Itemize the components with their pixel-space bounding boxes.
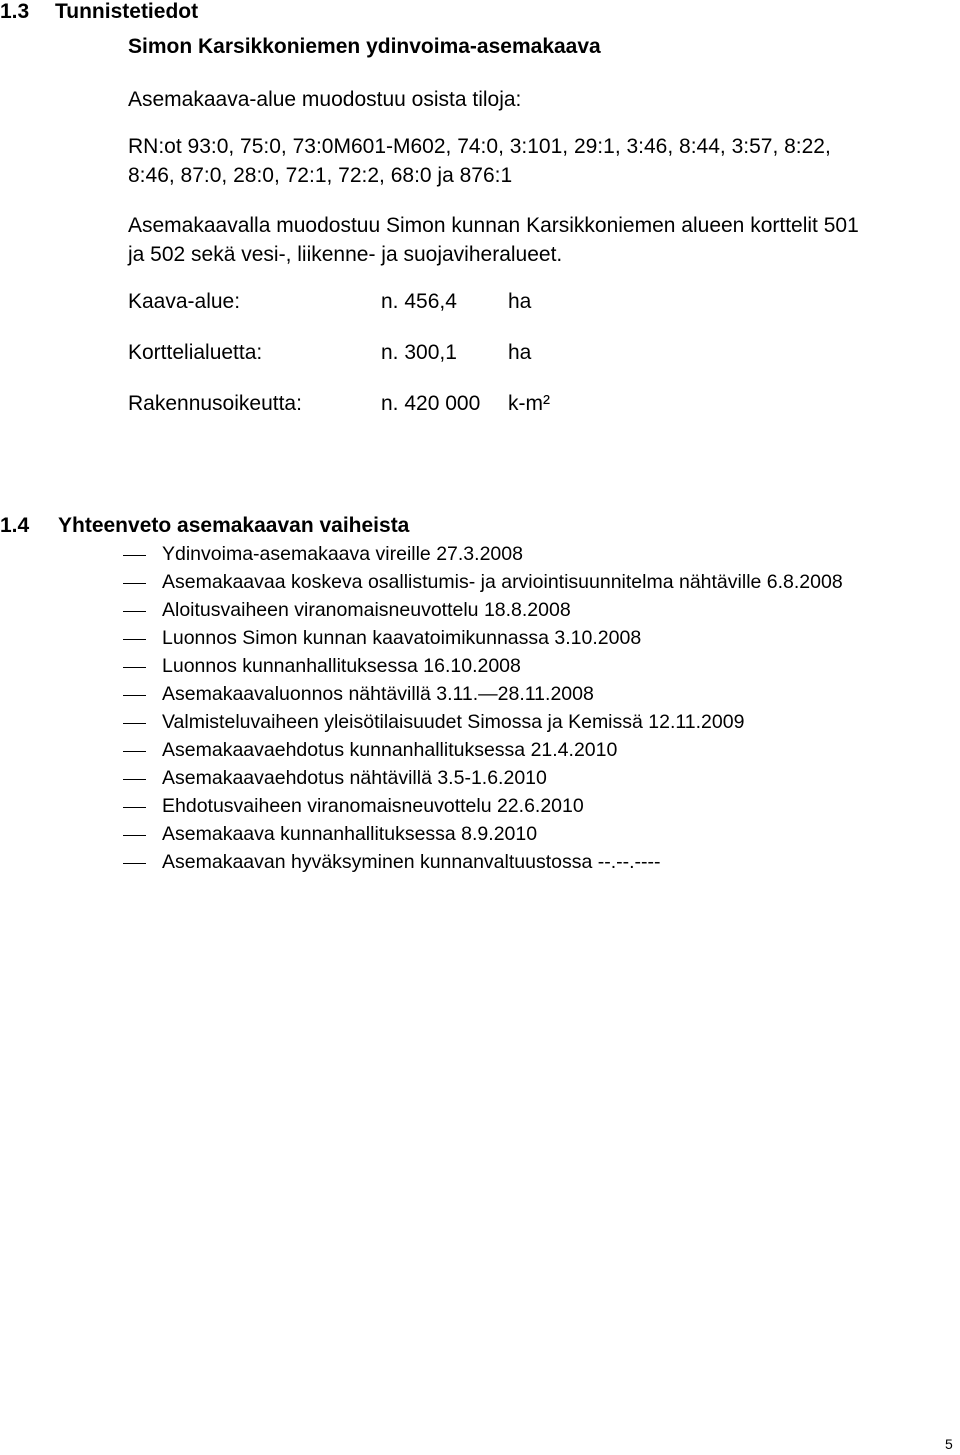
dash-bullet <box>123 779 146 780</box>
dash-bullet <box>123 555 146 556</box>
list-item-label: Ydinvoima-asemakaava vireille 27.3.2008 <box>162 543 523 565</box>
stat-label: Rakennusoikeutta: <box>128 392 302 415</box>
dash-bullet <box>123 751 146 752</box>
stat-label: Korttelialuetta: <box>128 341 263 364</box>
formation-line-2: ja 502 sekä vesi-, liikenne- ja suojaviheralueet. <box>128 243 563 266</box>
list-item-label: Asemakaavaehdotus kunnanhallituksessa 21.4.2010 <box>162 739 618 761</box>
list-item-label: Luonnos kunnanhallituksessa 16.10.2008 <box>162 655 521 677</box>
section-number: 1.3 <box>0 0 30 23</box>
section-heading-1-3 <box>0 0 400 24</box>
dash-bullet <box>123 807 146 808</box>
section-number: 1.4 <box>0 514 30 537</box>
stat-unit: k-m² <box>508 392 550 415</box>
list-item-label: Asemakaavaluonnos nähtävillä 3.11.—28.11.2008 <box>162 683 594 705</box>
stat-value: n. 456,4 <box>381 290 457 313</box>
section-heading-1-4 <box>0 514 500 538</box>
page-number: 5 <box>945 1436 953 1452</box>
stat-unit: ha <box>508 341 532 364</box>
list-item-label: Aloitusvaiheen viranomaisneuvottelu 18.8.2008 <box>162 599 571 621</box>
list-item-label: Asemakaavaa koskeva osallistumis- ja arviointisuunnitelma nähtäville 6.8.2008 <box>162 571 843 593</box>
parcels-intro: Asemakaava-alue muodostuu osista tiloja: <box>128 88 522 111</box>
dash-bullet <box>123 723 146 724</box>
list-item-label: Asemakaavan hyväksyminen kunnanvaltuustossa --.--.---- <box>162 851 661 873</box>
dash-bullet <box>123 695 146 696</box>
dash-bullet <box>123 863 146 864</box>
dash-bullet <box>123 611 146 612</box>
parcels-line-1: RN:ot 93:0, 75:0, 73:0M601-M602, 74:0, 3:101, 29:1, 3:46, 8:44, 3:57, 8:22, <box>128 135 831 158</box>
dash-bullet <box>123 835 146 836</box>
stat-value: n. 300,1 <box>381 341 457 364</box>
list-item-label: Asemakaava kunnanhallituksessa 8.9.2010 <box>162 823 538 845</box>
stat-value: n. 420 000 <box>381 392 481 415</box>
parcels-line-2: 8:46, 87:0, 28:0, 72:1, 72:2, 68:0 ja 876:1 <box>128 164 513 187</box>
dash-bullet <box>123 639 146 640</box>
section-title: Yhteenveto asemakaavan vaiheista <box>58 514 410 537</box>
list-item-label: Asemakaavaehdotus nähtävillä 3.5-1.6.2010 <box>162 767 547 789</box>
stat-label: Kaava-alue: <box>128 290 241 313</box>
list-item-label: Ehdotusvaiheen viranomaisneuvottelu 22.6.2010 <box>162 795 584 817</box>
stat-unit: ha <box>508 290 532 313</box>
plan-name: Simon Karsikkoniemen ydinvoima-asemakaava <box>128 35 601 58</box>
dash-bullet <box>123 583 146 584</box>
dash-bullet <box>123 667 146 668</box>
list-item-label: Valmisteluvaiheen yleisötilaisuudet Simossa ja Kemissä 12.11.2009 <box>162 711 745 733</box>
formation-line-1: Asemakaavalla muodostuu Simon kunnan Karsikkoniemen alueen korttelit 501 <box>128 214 859 237</box>
list-item-label: Luonnos Simon kunnan kaavatoimikunnassa 3.10.2008 <box>162 627 642 649</box>
section-title: Tunnistetiedot <box>55 0 199 23</box>
